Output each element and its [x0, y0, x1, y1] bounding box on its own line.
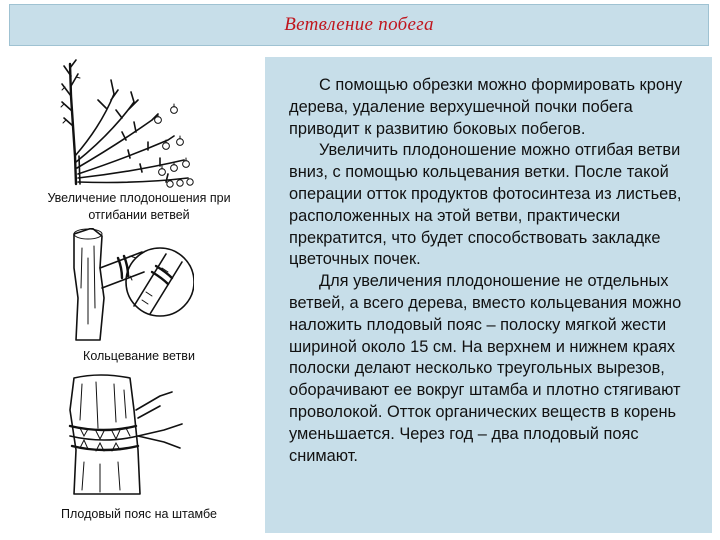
fruit-belt-figure: [60, 370, 190, 498]
title-bar: [9, 4, 709, 46]
text-panel: [265, 57, 712, 533]
figure-caption-belt: Плодовый пояс на штамбе: [61, 507, 217, 521]
figure-caption-ringing: Кольцевание ветви: [83, 349, 195, 363]
branch-ringing-figure: [64, 228, 194, 344]
branch-ringing-illustration-icon: [64, 228, 194, 344]
fruit-belt-on-trunk-illustration-icon: [60, 370, 190, 498]
figure-caption-bending: Увеличение плодоношения при отгибании ветвей: [47, 191, 231, 222]
paragraph-bending-ringing: Увеличить плодоношение можно отгибая ветви вниз, с помощью кольцевания ветки. После такой операции отток продуктов фотосинтеза из листьев, расположенных на этой ветви, практически прекратится, что будет способствовать закладке цветочных почек.: [289, 141, 682, 269]
paragraph-pruning: С помощью обрезки можно формировать крону дерева, удаление верхушечной почки побега приводит к развитию боковых побегов.: [289, 76, 683, 138]
branch-bending-illustration-icon: [56, 56, 196, 188]
paragraph-fruit-belt: Для увеличения плодоношение не отдельных ветвей, а всего дерева, вместо кольцевания можно наложить плодовый пояс – полоску мягкой жести шириной около 15 см. На верхнем и нижнем краях полоски делают несколько треугольных вырезов, оборачивают ее вокруг штамба и плотно стягивают проволокой. Отток органических веществ в корень уменьшается. Через год – два плодовый пояс снимают.: [289, 272, 682, 465]
branch-bending-figure: [56, 56, 196, 188]
slide-title: Ветвление побега: [284, 14, 434, 35]
